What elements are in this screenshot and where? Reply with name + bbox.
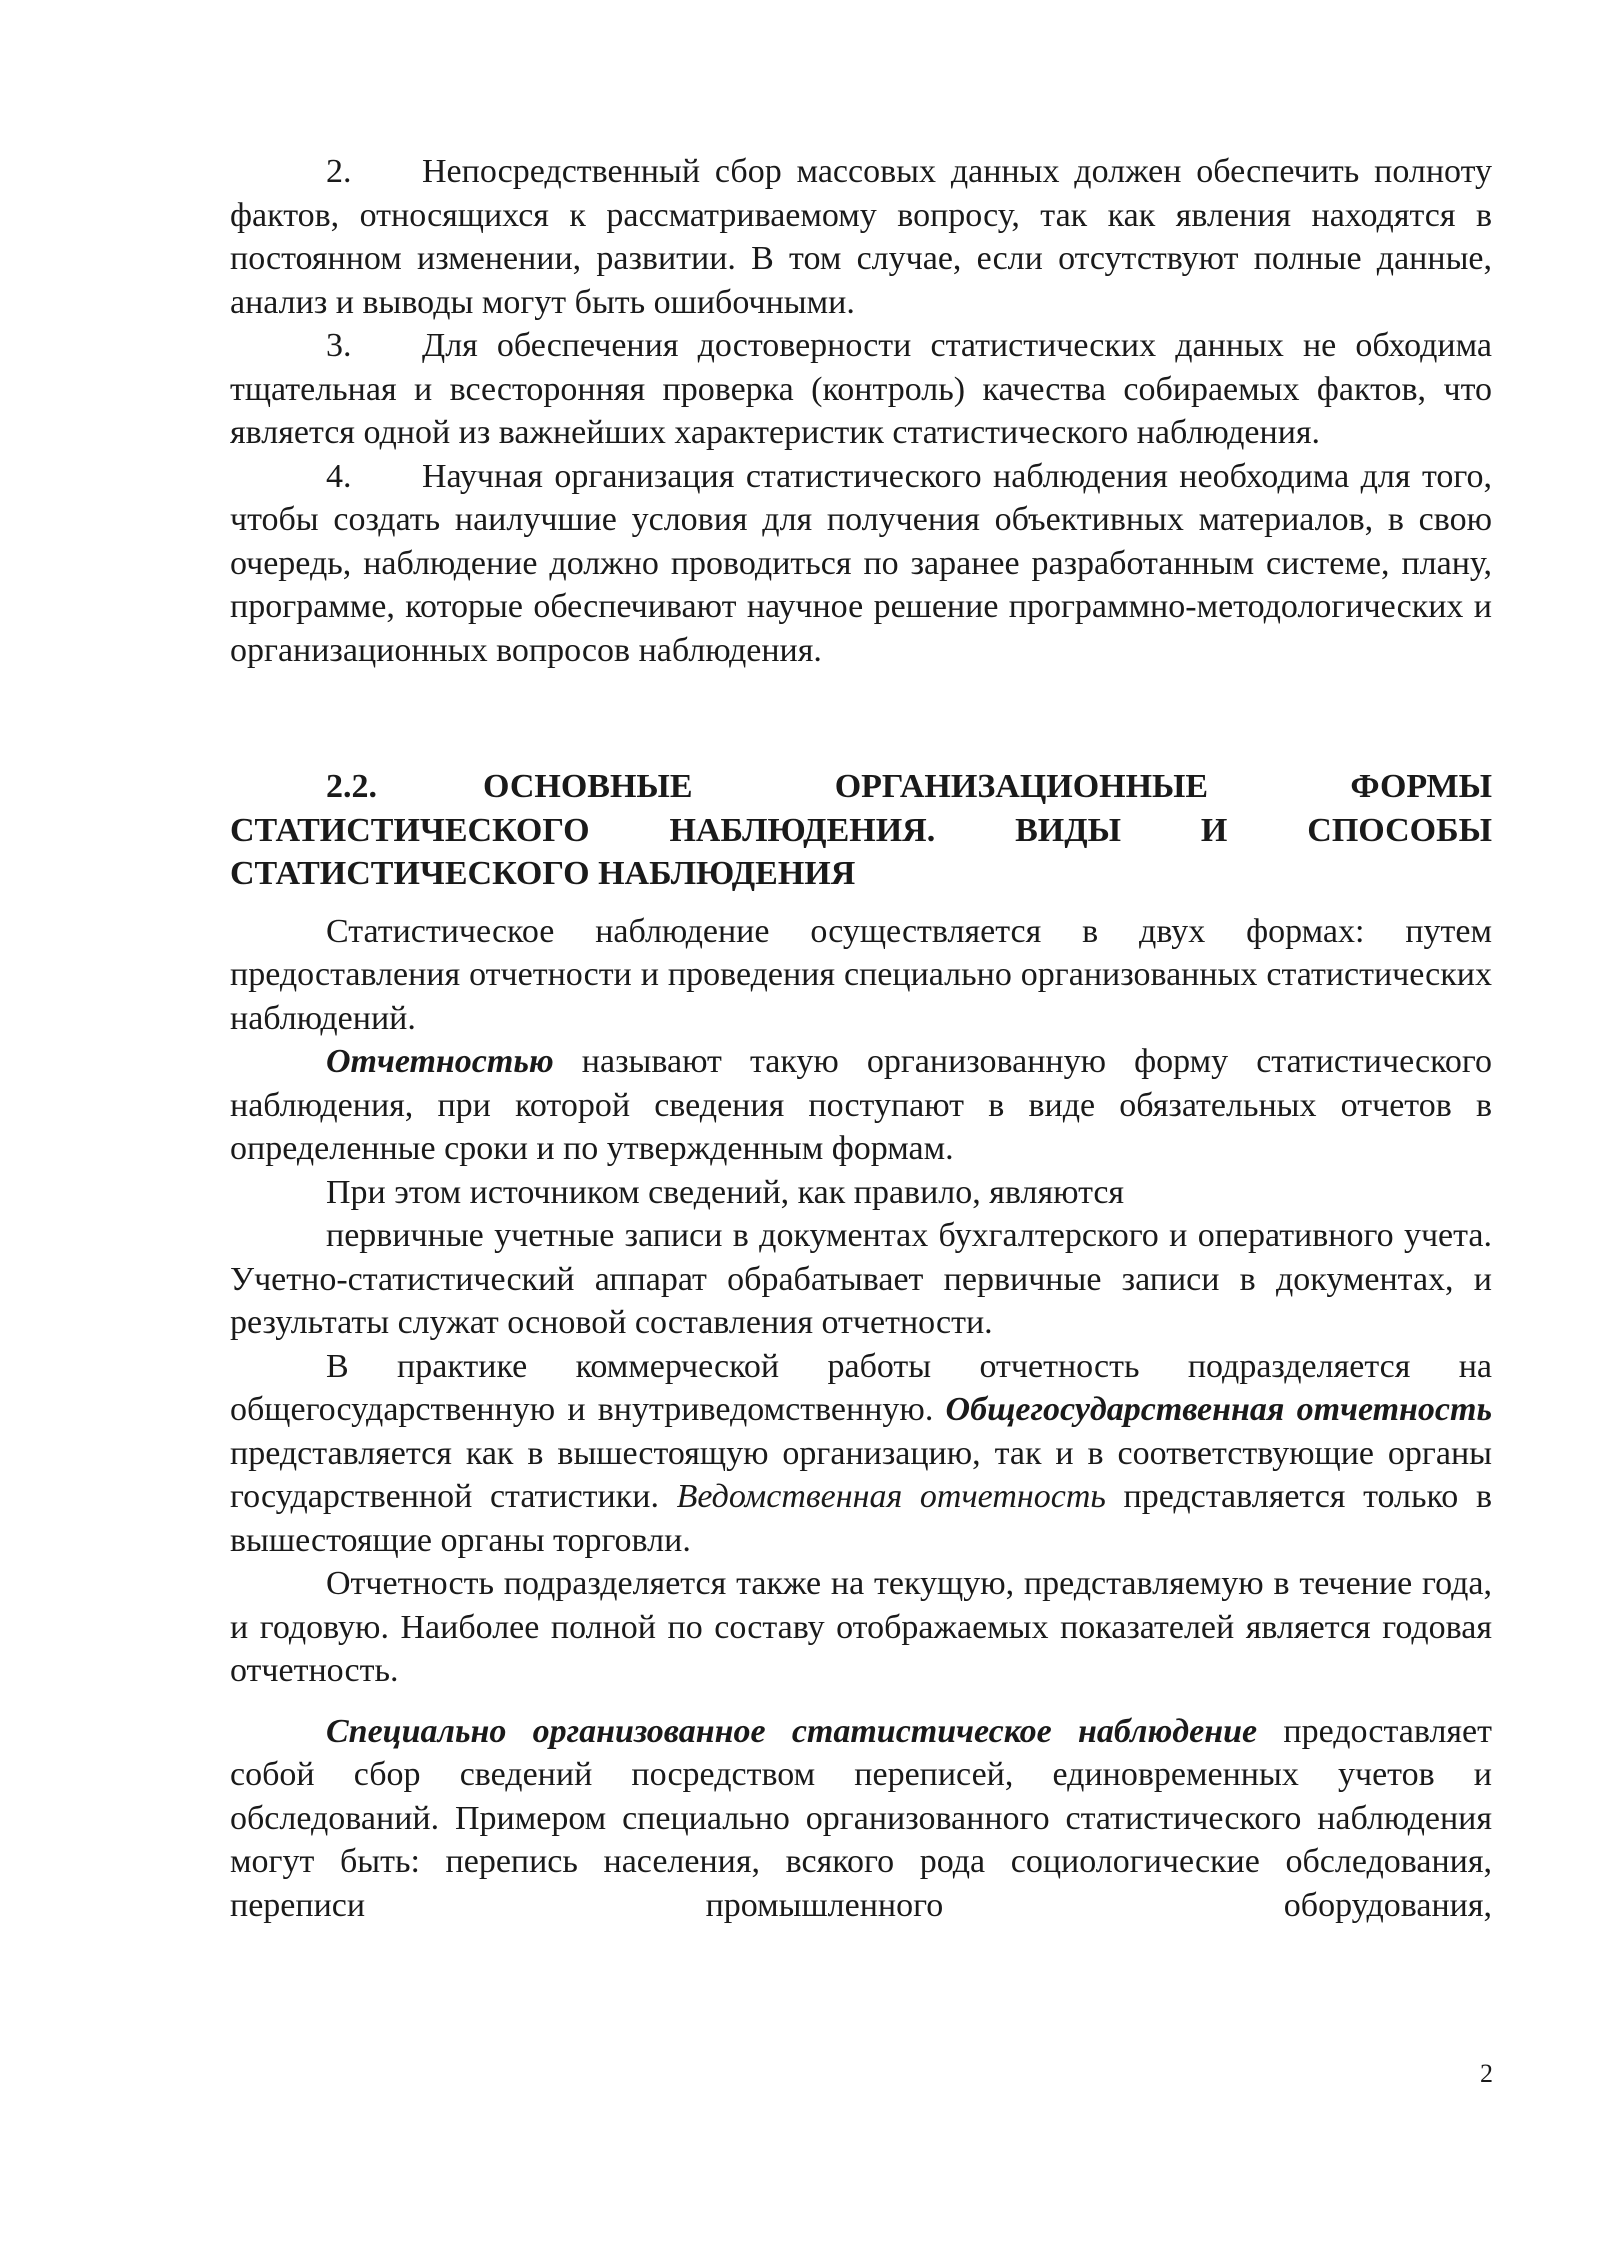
- section-number: 2.2.: [326, 768, 377, 805]
- page-number: 2: [1480, 2059, 1493, 2088]
- list-item-number: 2.: [326, 153, 352, 190]
- list-item: [230, 324, 1492, 455]
- list-item-number: 4.: [326, 457, 352, 495]
- section-title: ОСНОВНЫЕ ОРГАНИЗАЦИОННЫЕ ФОРМЫ СТАТИСТИЧЕСКОГО НАБЛЮДЕНИЯ. ВИДЫ И СПОСОБЫ СТАТИСТИЧЕСКОГО НАБЛЮДЕНИЯ: [230, 768, 1492, 892]
- paragraph-gap: [230, 1693, 1492, 1710]
- list-item: [230, 455, 1492, 673]
- paragraph-text: называют такую организованную форму статистического наблюдения, при которой сведения поступают в виде обязательных отчетов в определенные сроки и по утвержденным формам.: [230, 1043, 1492, 1167]
- term-special-observation: Специально организованное статистическое наблюдение: [326, 1712, 1258, 1750]
- paragraph: [230, 1214, 1492, 1345]
- paragraph-text: Отчетность подразделяется также на текущую, представляемую в течение года, и годовую. Наиболее полной по составу отображаемых показателей является годовая отчетность.: [230, 1565, 1492, 1689]
- paragraph: [230, 1345, 1492, 1563]
- paragraph: [230, 1710, 1492, 1928]
- list-item-number: 3.: [326, 327, 352, 364]
- paragraph-text: Статистическое наблюдение осуществляется в двух формах: путем предоставления отчетности и проведения специально организованных статистических наблюдений.: [230, 912, 1492, 1037]
- list-item-text: Для обеспечения достоверности статистических данных не обходима тщательная и всесторонняя проверка (контроль) качества собираемых фактов, что является одной из важнейших характеристик статистического наблюдения.: [230, 327, 1492, 451]
- list-item-text: Непосредственный сбор массовых данных должен обеспечить полноту фактов, относящихся к рассматриваемому вопросу, так как явления находятся в постоянном изменении, развитии. В том случае, если отсутствуют полные данные, анализ и выводы могут быть ошибочными.: [230, 153, 1492, 321]
- list-item: [230, 150, 1492, 324]
- term-departmental-reporting: Ведомственная отчетность: [676, 1478, 1106, 1515]
- paragraph-text: представляется как в вышестоящую организацию, так и в соответствующие органы государственной статистики.: [230, 1434, 1492, 1515]
- term-reporting: Отчетностью: [326, 1043, 554, 1080]
- list-item-text: Научная организация статистического наблюдения необходима для того, чтобы создать наилучшие условия для получения объективных материалов, в свою очередь, наблюдение должно проводиться по заранее разработанным системе, плану, программе, которые обеспечивают научное решение программно-методологических и организационных вопросов наблюдения.: [230, 457, 1492, 669]
- paragraph: [230, 1562, 1492, 1693]
- paragraph-text: первичные учетные записи в документах бухгалтерского и оперативного учета. Учетно-статистический аппарат обрабатывает первичные записи в документах, и результаты служат основой составления отчетности.: [230, 1217, 1492, 1341]
- section-heading: [230, 765, 1492, 896]
- paragraph: [230, 1171, 1492, 1215]
- paragraph: [230, 910, 1492, 1041]
- document-page: [230, 150, 1492, 1927]
- paragraph-text: При этом источником сведений, как правило, являются: [326, 1173, 1125, 1211]
- paragraph-text: В практике коммерческой работы отчетность подразделяется на общегосударственную и внутриведомственную.: [230, 1347, 1492, 1428]
- paragraph: [230, 1040, 1492, 1171]
- term-national-reporting: Общегосударственная отчетность: [945, 1391, 1492, 1428]
- paragraph-text: представляется только в вышестоящие органы торговли.: [230, 1478, 1492, 1559]
- paragraph-text: предоставляет собой сбор сведений посредством переписей, единовременных учетов и обследований. Примером специально организованного статистического наблюдения могут быть: перепись населения, всякого рода социологические обследования, переписи промышленного оборудования,: [230, 1712, 1492, 1924]
